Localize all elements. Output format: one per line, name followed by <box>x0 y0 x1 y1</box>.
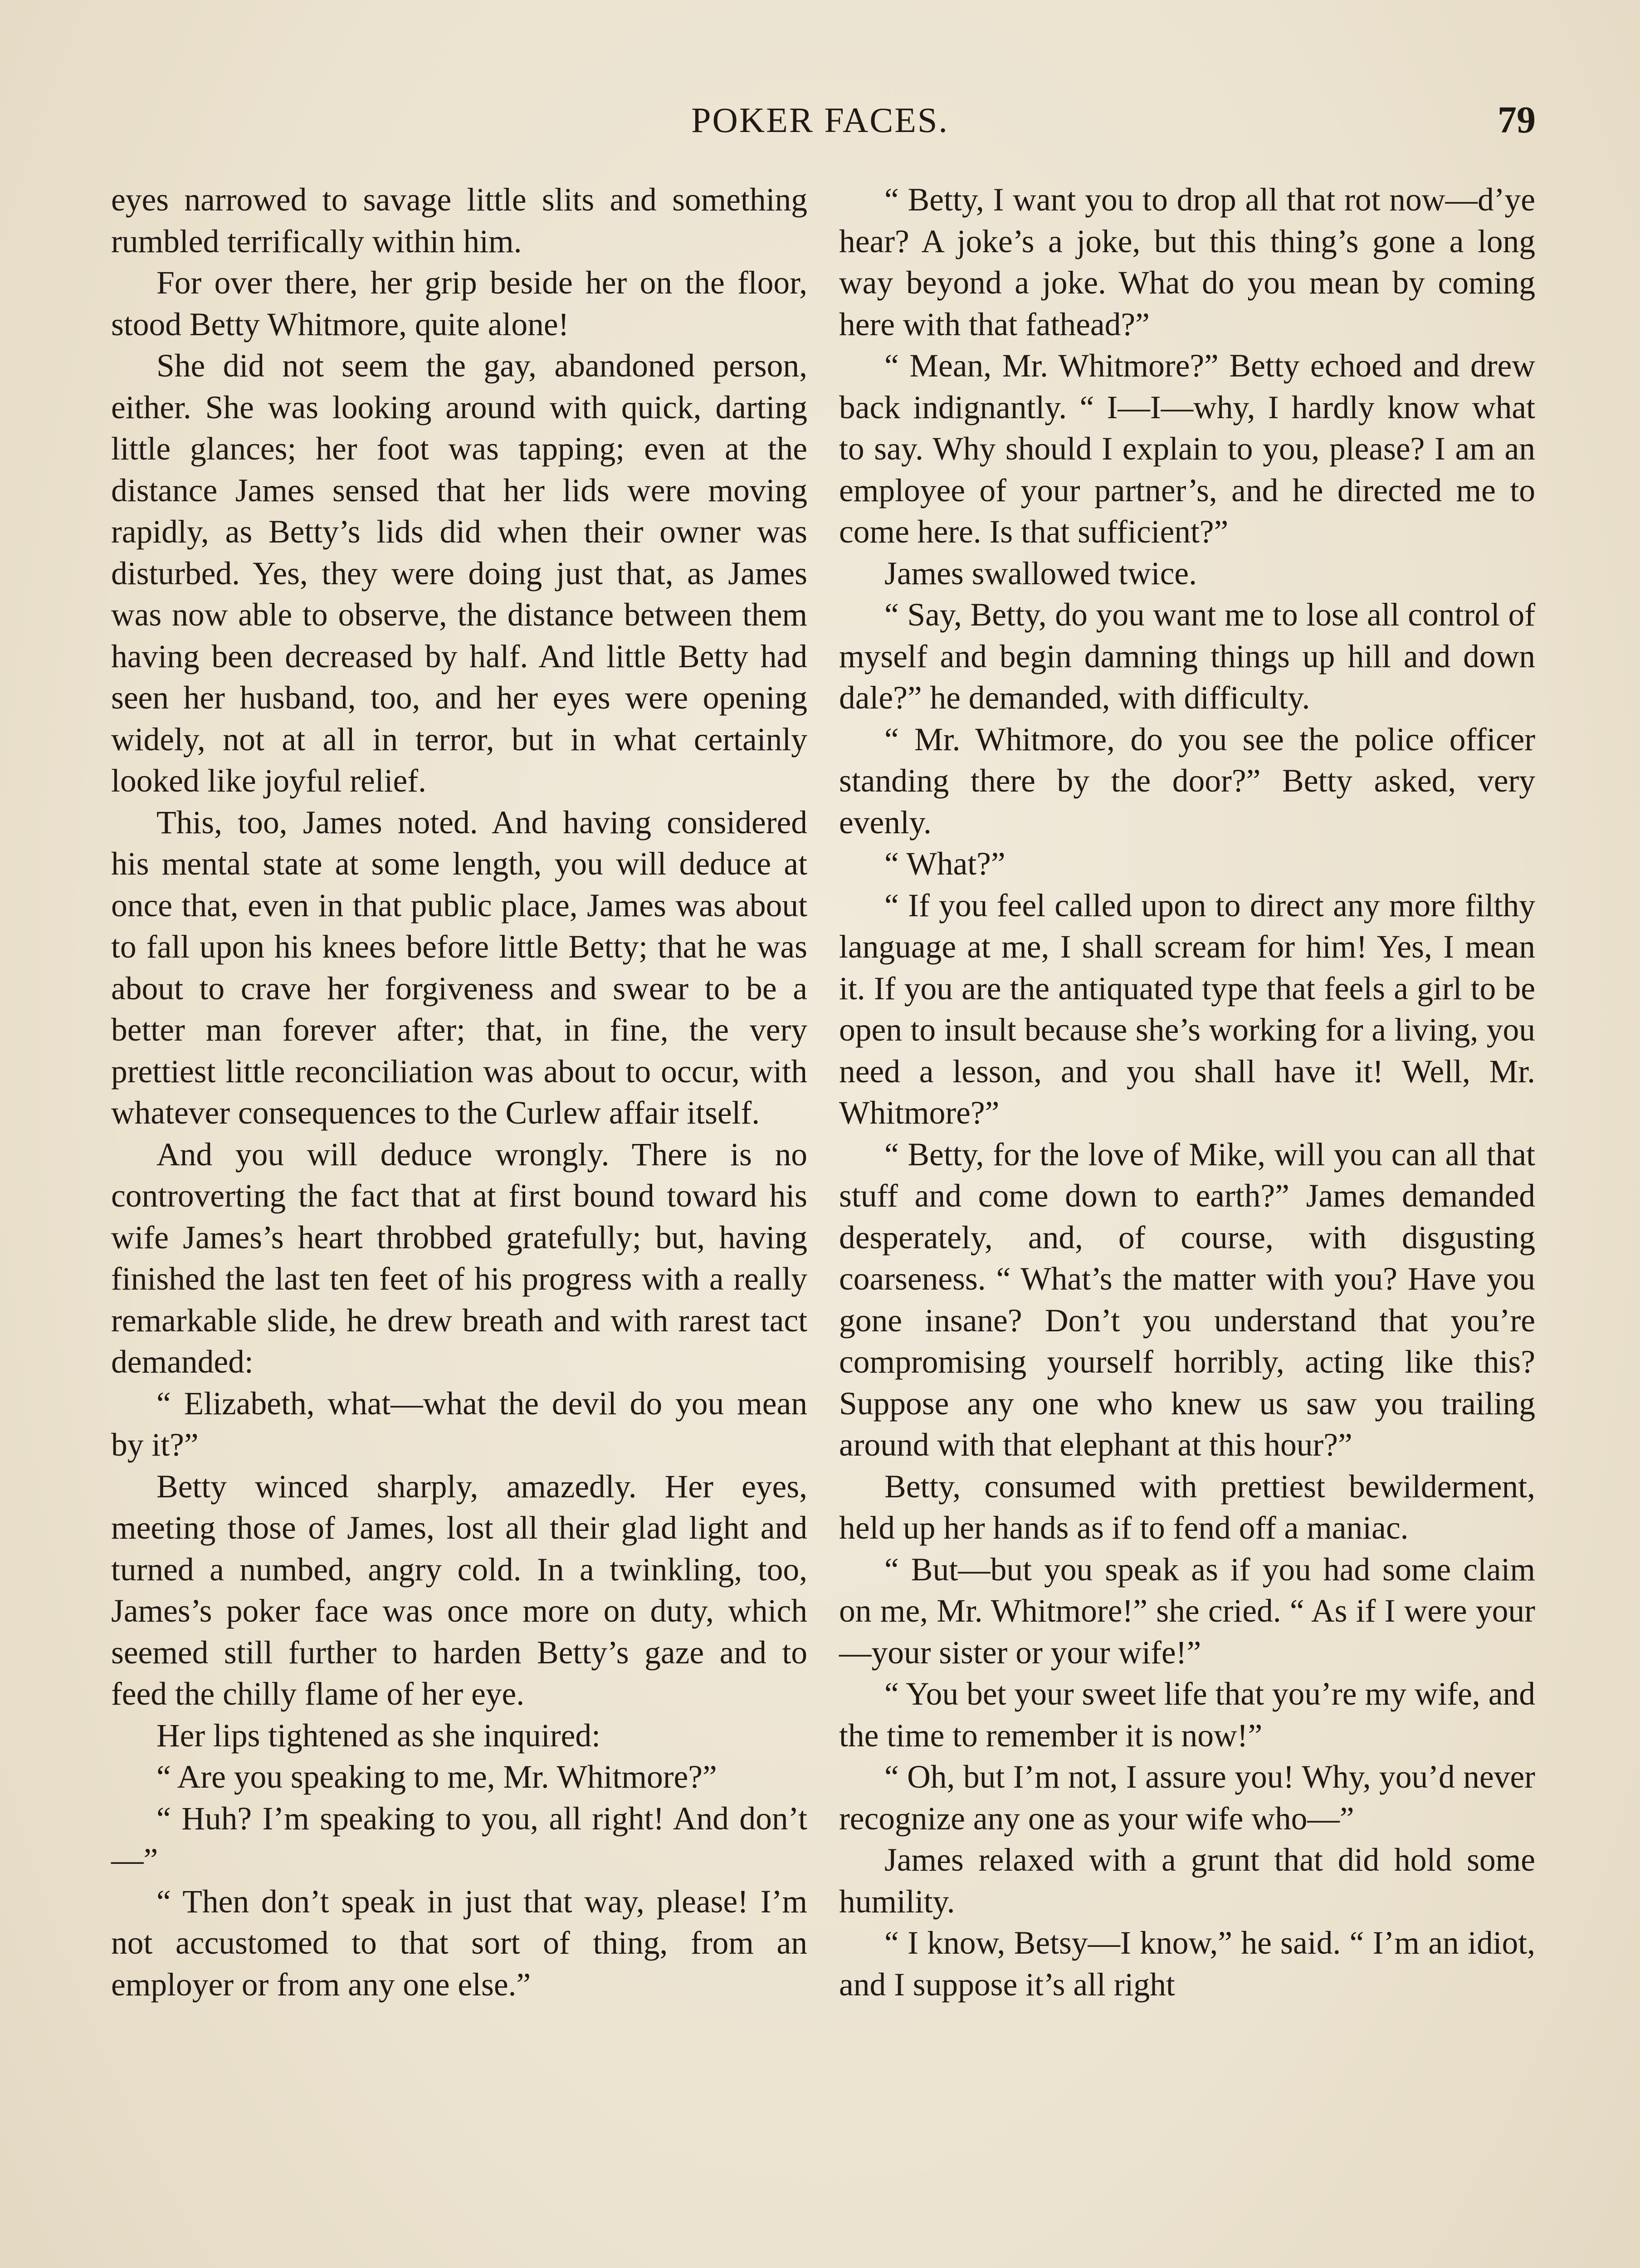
running-title: POKER FACES. <box>691 100 949 140</box>
paragraph: Her lips tightened as she inquired: <box>156 1717 600 1754</box>
paragraph: For over there, her grip beside her on the floor, stood Betty Whitmore, quite alone! <box>111 265 807 342</box>
paragraph: “ Say, Betty, do you want me to lose all control of myself and begin damning things up hill and down dale?” he demanded, with difficulty. <box>839 597 1535 716</box>
paragraph: “ Betty, for the love of Mike, will you can all that stuff and come down to earth?” James demanded desperately, and, of course, with disgusting coarseness. “ What’s the matter with you? Have you gone insane? Don’t you understand that you’re compromising yourself horribly, acting like this? Suppose any one who knew us saw you trailing around with that elephant at this hour?” <box>839 1136 1535 1463</box>
paragraph: “ Oh, but I’m not, I assure you! Why, you’d never recognize any one as your wife who—” <box>839 1759 1535 1837</box>
paragraph: This, too, James noted. And having considered his mental state at some length, you will deduce at once that, even in that public place, James was about to fall upon his knees before little Betty; that he was about to crave her forgiveness and swear to be a better man forever after; that, in fine, the very prettiest little reconciliation was about to occur, with whatever consequences to the Curlew affair itself. <box>111 804 807 1131</box>
page-number: 79 <box>1498 99 1536 141</box>
paragraph: James relaxed with a grunt that did hold some humility. <box>839 1842 1535 1920</box>
paragraph: “ I know, Betsy—I know,” he said. “ I’m an idiot, and I suppose it’s all right <box>839 1925 1535 2003</box>
paragraph: “ Mr. Whitmore, do you see the police officer standing there by the door?” Betty asked, very evenly. <box>839 721 1535 841</box>
paragraph: “ You bet your sweet life that you’re my wife, and the time to remember it is now!” <box>839 1676 1535 1754</box>
paragraph: “ Then don’t speak in just that way, please! I’m not accustomed to that sort of thing, from an employer or from any one else.” <box>111 1883 807 2003</box>
paragraph: “ Betty, I want you to drop all that rot now—d’ye hear? A joke’s a joke, but this thing’s gone a long way beyond a joke. What do you mean by coming here with that fathead?” <box>839 182 1535 342</box>
paragraph: “ If you feel called upon to direct any more filthy language at me, I shall scream for him! Yes, I mean it. If you are the antiquated type that feels a girl to be open to insult because she’s working for a living, you need a lesson, and you shall have it! Well, Mr. Whitmore?” <box>839 887 1535 1131</box>
paragraph: “ Huh? I’m speaking to you, all right! And don’t—” <box>111 1800 807 1878</box>
paragraph: “ Are you speaking to me, Mr. Whitmore?” <box>156 1759 717 1795</box>
paragraph: “ Elizabeth, what—what the devil do you mean by it?” <box>111 1385 807 1463</box>
paragraph: “ Mean, Mr. Whitmore?” Betty echoed and drew back indignantly. “ I—I—why, I hardly know what to say. Why should I explain to you, please? I am an employee of your partner’s, and he directed me to come here. Is that sufficient?” <box>839 348 1535 550</box>
running-head <box>0 95 1640 154</box>
paragraph: She did not seem the gay, abandoned person, either. She was looking around with quick, darting little glances; her foot was tapping; even at the distance James sensed that her lids were moving rapidly, as Betty’s lids did when their owner was disturbed. Yes, they were doing just that, as James was now able to observe, the distance between them having been decreased by half. And little Betty had seen her husband, too, and her eyes were opening widely, not at all in terror, but in what certainly looked like joyful relief. <box>111 348 807 799</box>
paragraph: And you will deduce wrongly. There is no controverting the fact that at first bound toward his wife James’s heart throbbed gratefully; but, having finished the last ten feet of his progress with a really remarkable slide, he drew breath and with rarest tact demanded: <box>111 1136 807 1380</box>
paragraph: eyes narrowed to savage little slits and something rumbled terrifically within him. <box>111 182 807 259</box>
paragraph: “ But—but you speak as if you had some claim on me, Mr. Whitmore!” she cried. “ As if I were your—your sister or your wife!” <box>839 1551 1535 1671</box>
paragraph: “ What?” <box>884 846 1005 882</box>
right-column <box>839 179 1535 2005</box>
left-column <box>111 179 807 2005</box>
paragraph: James swallowed twice. <box>884 555 1197 591</box>
paragraph: Betty winced sharply, amazedly. Her eyes, meeting those of James, lost all their glad light and turned a numbed, angry cold. In a twinkling, too, James’s poker face was once more on duty, which seemed still further to harden Betty’s gaze and to feed the chilly flame of her eye. <box>111 1468 807 1712</box>
paragraph: Betty, consumed with prettiest bewilderment, held up her hands as if to fend off a maniac. <box>839 1468 1535 1546</box>
